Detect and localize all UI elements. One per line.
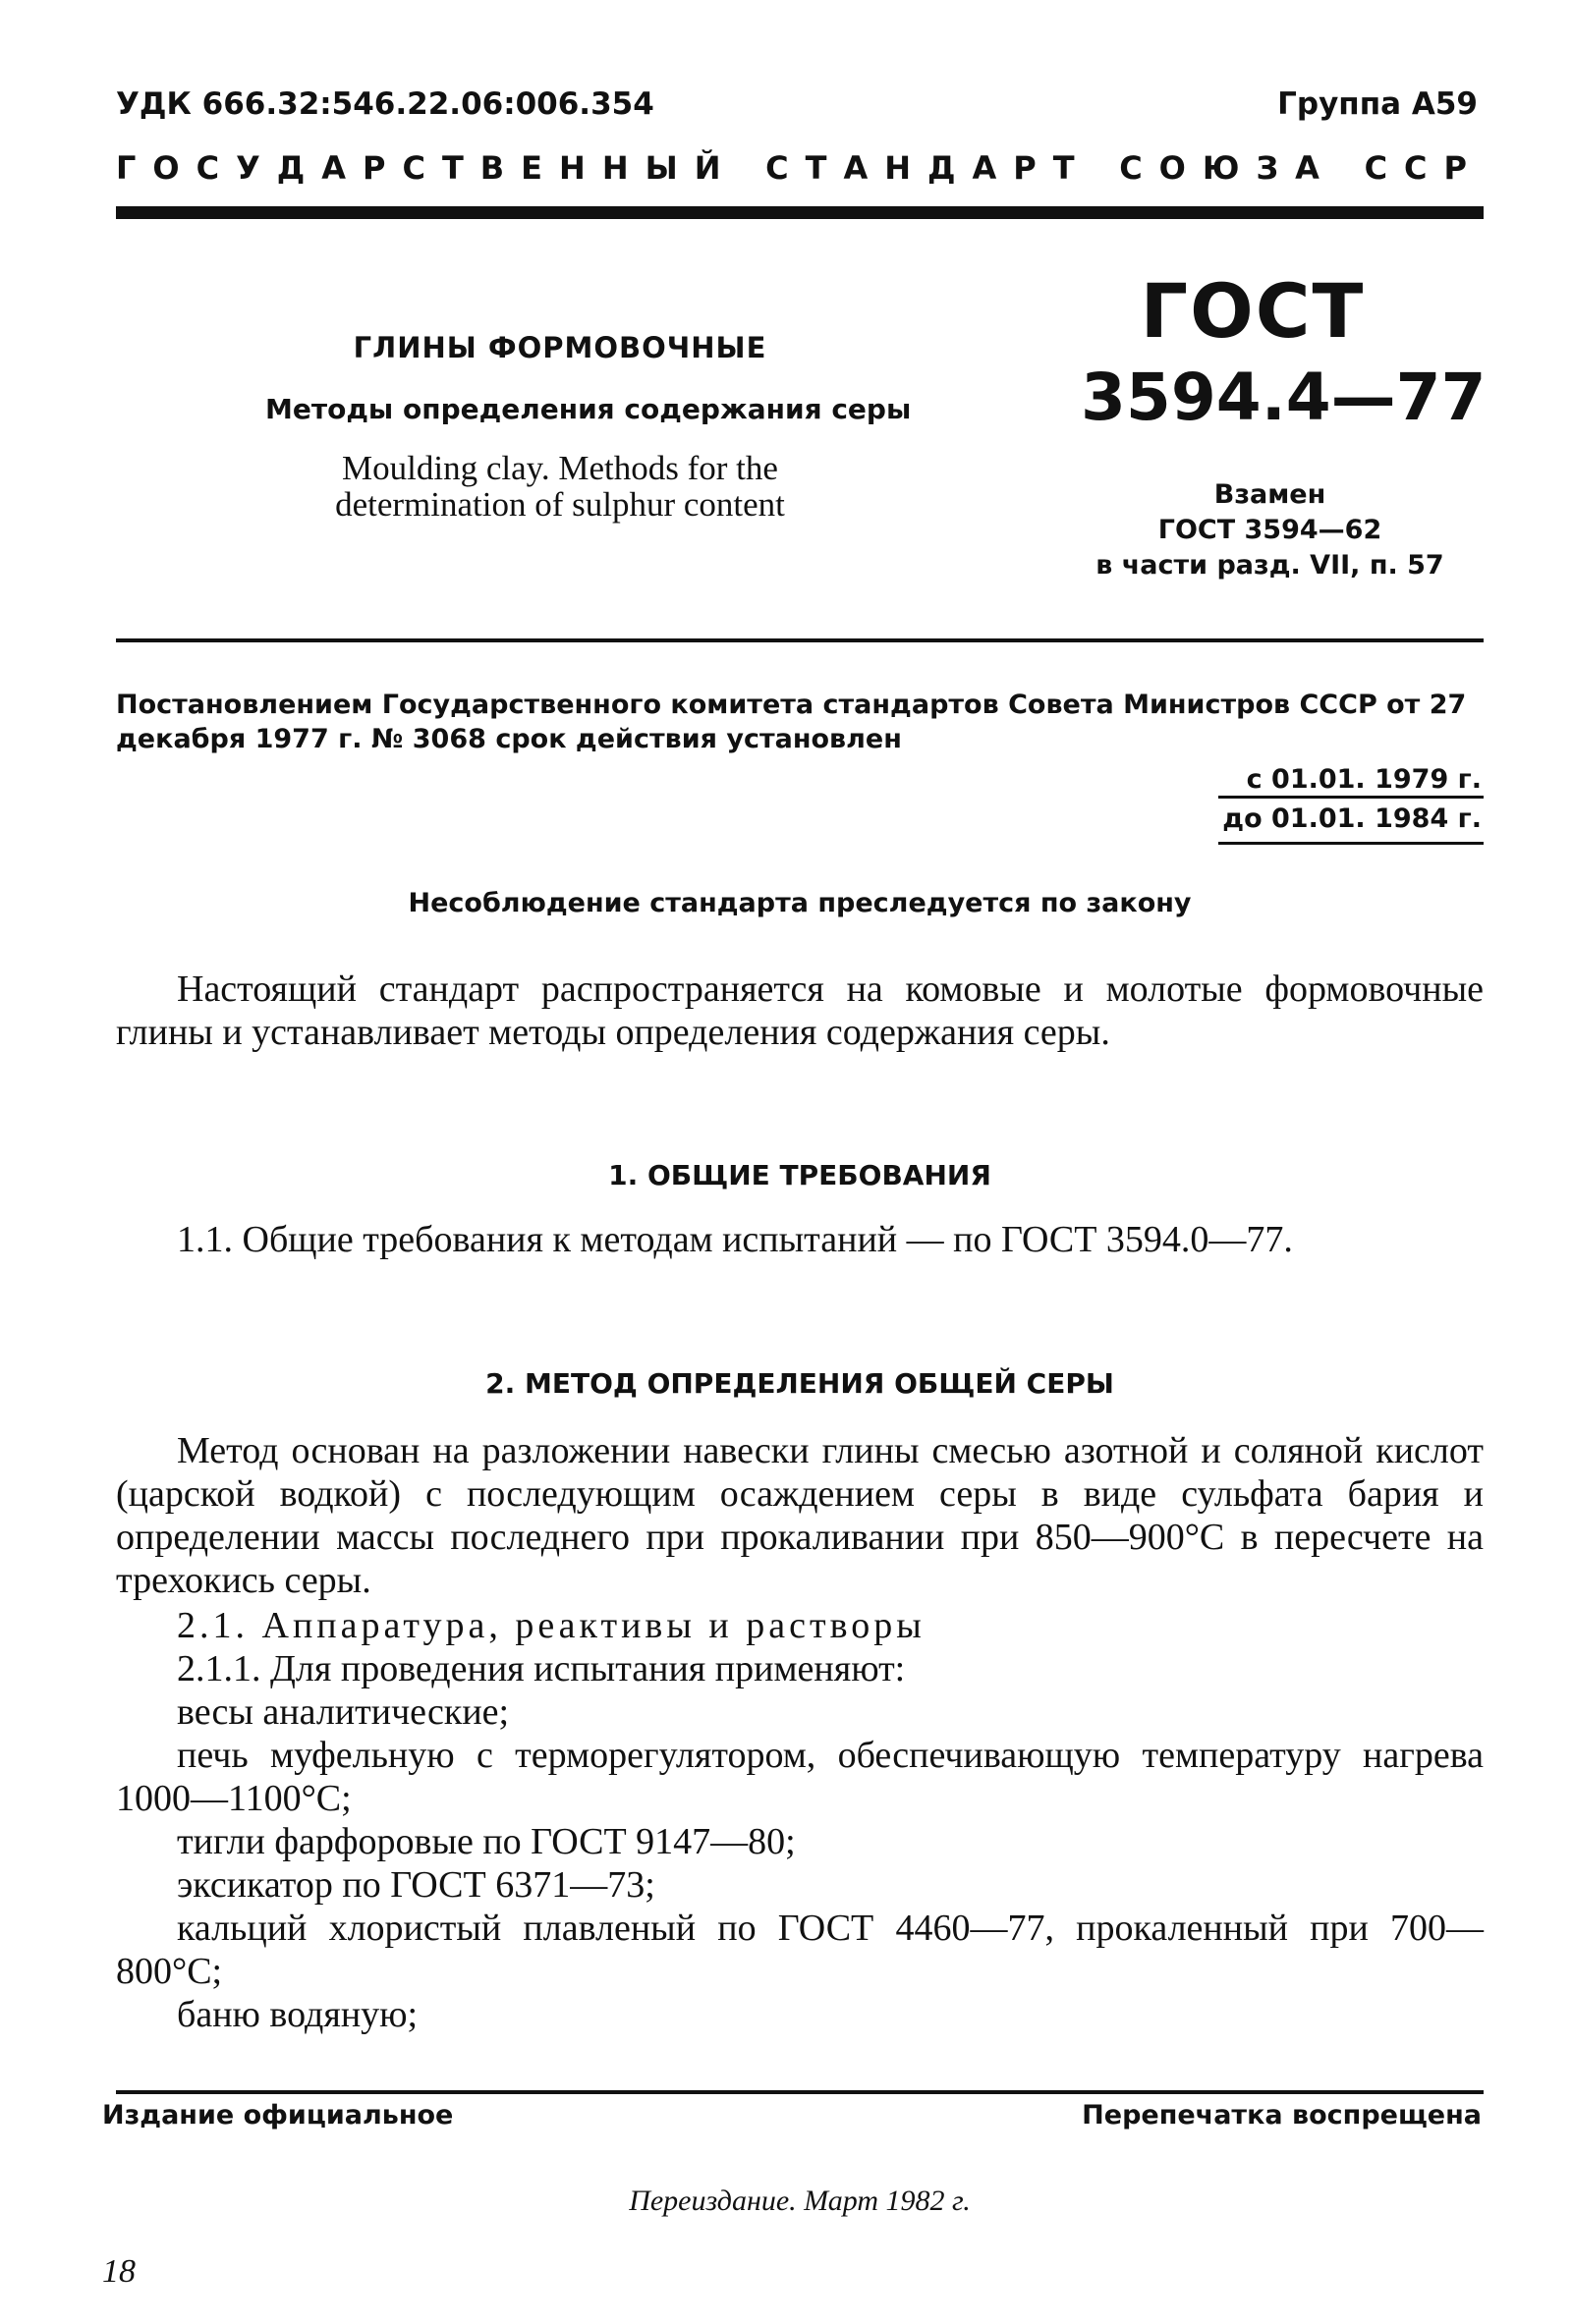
list-item: тигли фарфоровые по ГОСТ 9147—80; bbox=[177, 1821, 796, 1862]
state-standard-banner bbox=[116, 149, 1484, 187]
official-edition-label: Издание официальное bbox=[102, 2100, 454, 2130]
document-subtitle: Методы определения содержания серы bbox=[265, 393, 912, 425]
intro-paragraph: Настоящий стандарт распространяется на комовые и молотые формовочные глины и устанавливает методы определения содержания серы. bbox=[116, 968, 1484, 1053]
reprint-forbidden-label: Перепечатка воспрещена bbox=[1082, 2100, 1482, 2130]
violation-notice: Несоблюдение стандарта преследуется по закону bbox=[408, 888, 1192, 918]
list-item: весы аналитические; bbox=[177, 1691, 510, 1733]
list-item: эксикатор по ГОСТ 6371—73; bbox=[177, 1864, 655, 1906]
document-title: ГЛИНЫ ФОРМОВОЧНЫЕ bbox=[353, 331, 767, 364]
banner-word: ССР bbox=[1364, 149, 1484, 187]
title-divider bbox=[116, 638, 1484, 642]
gost-label: ГОСТ bbox=[1140, 267, 1366, 355]
valid-from-date: с 01.01. 1979 г. bbox=[1246, 764, 1482, 795]
valid-to-date: до 01.01. 1984 г. bbox=[1222, 803, 1482, 834]
decree-text: Постановлением Государственного комитета стандартов Совета Министров СССР от 27 декабря 1977 г. № 3068 срок действия установлен bbox=[116, 690, 1467, 754]
item-2-1-1: 2.1.1. Для проведения испытания применяют: bbox=[177, 1648, 906, 1689]
item-2-1: 2.1. Аппаратура, реактивы и растворы bbox=[177, 1605, 926, 1646]
group-code: Группа А59 bbox=[1277, 86, 1478, 122]
section-1-heading: 1. ОБЩИЕ ТРЕБОВАНИЯ bbox=[608, 1159, 991, 1191]
footer-divider bbox=[116, 2090, 1484, 2094]
section-2-heading: 2. МЕТОД ОПРЕДЕЛЕНИЯ ОБЩЕЙ СЕРЫ bbox=[485, 1367, 1114, 1400]
replaces-label: Взамен bbox=[1213, 479, 1326, 510]
list-item: кальций хлористый плавленый по ГОСТ 4460—77, прокаленный при 700—800°С; bbox=[116, 1908, 1484, 1992]
document-title-english: Moulding clay. Methods for the determination of sulphur content bbox=[335, 449, 785, 524]
list-item: печь муфельную с терморегулятором, обеспечивающую температуру нагрева 1000—1100°С; bbox=[116, 1735, 1484, 1819]
page-number: 18 bbox=[102, 2253, 136, 2290]
section-2-text: Метод основан на разложении навески глины смесью азотной и соляной кислот (царской водкой) с последующим осаждением серы в виде сульфата бария и определении массы последнего при прокаливании при 850—900°С в пересчете на трехокись серы. bbox=[116, 1430, 1484, 1601]
banner-word: СТАНДАРТ bbox=[765, 149, 1092, 187]
replaces-standard: ГОСТ 3594—62 bbox=[1157, 515, 1382, 545]
header-thick-rule bbox=[116, 206, 1484, 219]
reissue-note: Переиздание. Март 1982 г. bbox=[629, 2185, 971, 2217]
list-item: баню водяную; bbox=[177, 1994, 419, 2035]
date-underline bbox=[1218, 842, 1484, 845]
date-underline bbox=[1218, 796, 1484, 799]
replaces-section: в части разд. VII, п. 57 bbox=[1095, 550, 1444, 581]
section-1-text: 1.1. Общие требования к методам испытаний — по ГОСТ 3594.0—77. bbox=[177, 1219, 1293, 1260]
banner-word: СОЮЗА bbox=[1119, 149, 1336, 187]
udk-code: УДК 666.32:546.22.06:006.354 bbox=[116, 86, 654, 122]
gost-number: 3594.4—77 bbox=[1081, 360, 1487, 435]
banner-word: ГОСУДАРСТВЕННЫЙ bbox=[116, 149, 738, 187]
